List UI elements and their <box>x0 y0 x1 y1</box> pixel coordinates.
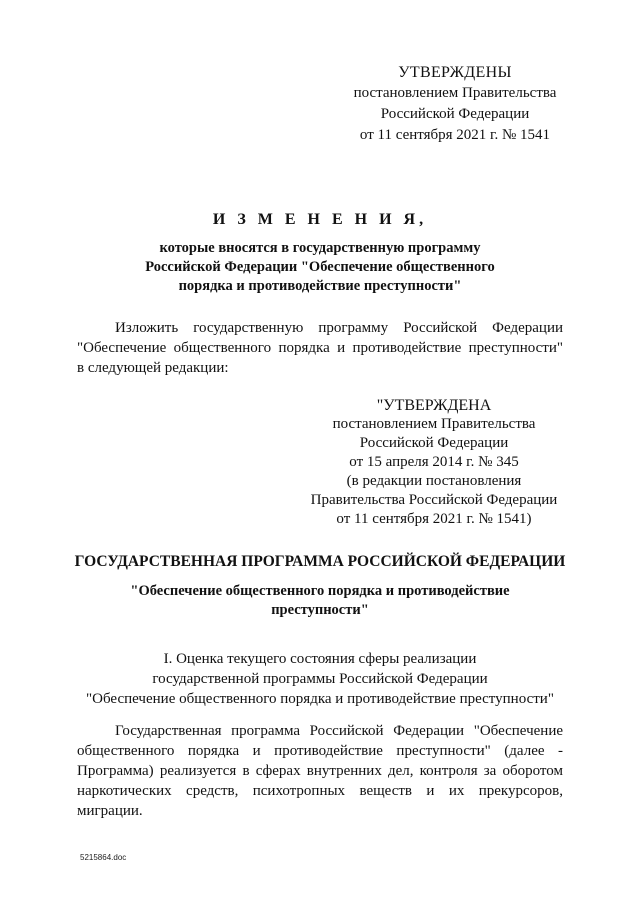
paragraph-line: наркотических средств, психотропных веществ и их прекурсоров, <box>77 783 563 799</box>
approval-title: УТВЕРЖДЕНЫ <box>398 64 512 81</box>
approval-line: Правительства Российской Федерации <box>310 492 558 508</box>
body-paragraph <box>77 721 563 821</box>
paragraph-line: миграции. <box>77 803 143 819</box>
approval-date: от 11 сентября 2021 г. № 1541) <box>336 511 532 527</box>
approval-line: Российской Федерации <box>359 435 509 451</box>
program-name-line: "Обеспечение общественного порядка и противодействие <box>130 583 510 599</box>
changes-title: И З М Е Н Е Н И Я, <box>212 211 428 228</box>
program-name <box>90 582 550 620</box>
section-heading-line: "Обеспечение общественного порядка и противодействие преступности" <box>86 691 554 707</box>
section-heading <box>70 649 570 709</box>
paragraph-line: Государственная программа Российской Федерации "Обеспечение <box>115 723 563 739</box>
paragraph-line: общественного порядка и противодействие преступности" (далее - <box>77 743 563 759</box>
program-name-line: преступности" <box>271 602 369 618</box>
approval-line: от 15 апреля 2014 г. № 345 <box>349 454 519 470</box>
changes-heading <box>80 209 560 296</box>
document-id-footer: 5215864.doc <box>80 853 127 862</box>
approval-line: (в редакции постановления <box>346 473 522 489</box>
changes-subtitle-line: которые вносятся в государственную программу <box>159 240 481 256</box>
section-heading-line: государственной программы Российской Федерации <box>152 671 488 687</box>
approval-line: постановлением Правительства <box>332 416 536 432</box>
section-heading-line: I. Оценка текущего состояния сферы реализации <box>163 651 477 667</box>
changes-subtitle-line: порядка и противодействие преступности" <box>178 278 462 294</box>
changes-subtitle-line: Российской Федерации "Обеспечение общественного <box>145 259 495 275</box>
paragraph-line: "Обеспечение общественного порядка и противодействие преступности" <box>77 340 563 356</box>
approval-line: постановлением Правительства <box>353 85 557 101</box>
paragraph-line: Программа) реализуется в сферах внутренних дел, контроля за оборотом <box>77 763 563 779</box>
approval-stamp-top <box>310 62 600 146</box>
intro-paragraph <box>77 318 563 378</box>
paragraph-line: в следующей редакции: <box>77 360 229 376</box>
approval-line: Российской Федерации <box>380 106 530 122</box>
program-title-text: ГОСУДАРСТВЕННАЯ ПРОГРАММА РОССИЙСКОЙ ФЕДЕРАЦИИ <box>74 553 566 570</box>
paragraph-line: Изложить государственную программу Российской Федерации <box>115 320 563 336</box>
program-title <box>60 552 580 572</box>
approval-date: от 11 сентября 2021 г. № 1541 <box>359 127 551 143</box>
approval-title: "УТВЕРЖДЕНА <box>376 397 492 414</box>
approval-stamp-inner <box>298 396 570 529</box>
